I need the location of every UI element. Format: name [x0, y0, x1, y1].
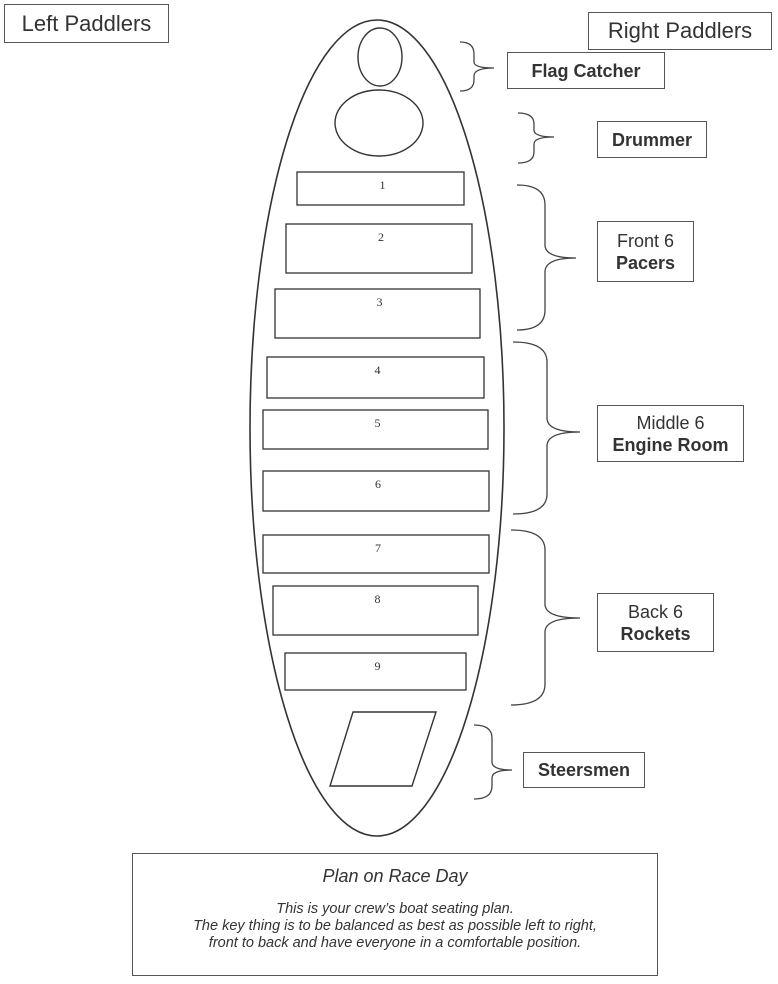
drummer-bracket	[518, 113, 554, 163]
steersmen-label: Steersmen	[537, 760, 631, 780]
rockets-label: Rockets	[620, 623, 691, 644]
plan-title: Plan on Race Day	[322, 866, 468, 886]
plan-line-2: The key thing is to be balanced as best as possible left to right,	[193, 918, 597, 934]
left-paddlers-text: Left Paddlers	[21, 10, 152, 36]
seat-number-4: 4	[374, 363, 381, 377]
front-six-label: Front 6	[616, 230, 675, 251]
steersman-seat	[330, 712, 436, 786]
right-paddlers-text: Right Paddlers	[607, 18, 753, 43]
seat-number-9: 9	[374, 659, 381, 673]
seat-number-7: 7	[375, 541, 381, 555]
seat-number-1: 1	[379, 178, 386, 192]
steersmen-bracket	[474, 725, 512, 799]
seat-rows	[263, 172, 489, 690]
steersmen-box	[523, 752, 645, 788]
seat-number-8: 8	[374, 592, 381, 606]
race-day-plan-box	[132, 853, 658, 976]
seat-number-3: 3	[376, 295, 383, 309]
seat-number-6: 6	[375, 477, 381, 491]
back-bracket	[511, 530, 580, 705]
pacers-label: Pacers	[615, 252, 676, 273]
front-bracket	[517, 185, 576, 330]
engine-room-label: Engine Room	[612, 434, 729, 455]
flag-catcher-bracket	[460, 42, 494, 91]
flag-catcher-box	[507, 52, 665, 89]
seat-number-2: 2	[378, 230, 384, 244]
seat-number-5: 5	[374, 416, 381, 430]
middle-six-box	[597, 405, 744, 462]
front-six-box	[597, 221, 694, 282]
middle-bracket	[513, 342, 580, 514]
back-six-label: Back 6	[627, 601, 684, 622]
back-six-box	[597, 593, 714, 652]
middle-six-label: Middle 6	[636, 412, 705, 433]
plan-line-1: This is your crew’s boat seating plan.	[276, 901, 514, 917]
drummer-box	[597, 121, 707, 158]
drummer-label: Drummer	[611, 129, 693, 150]
flag-catcher-label: Flag Catcher	[531, 60, 641, 81]
plan-line-3: front to back and have everyone in a comfortable position.	[208, 935, 582, 951]
drummer-seat	[335, 90, 423, 156]
flag-catcher-seat	[358, 28, 402, 86]
